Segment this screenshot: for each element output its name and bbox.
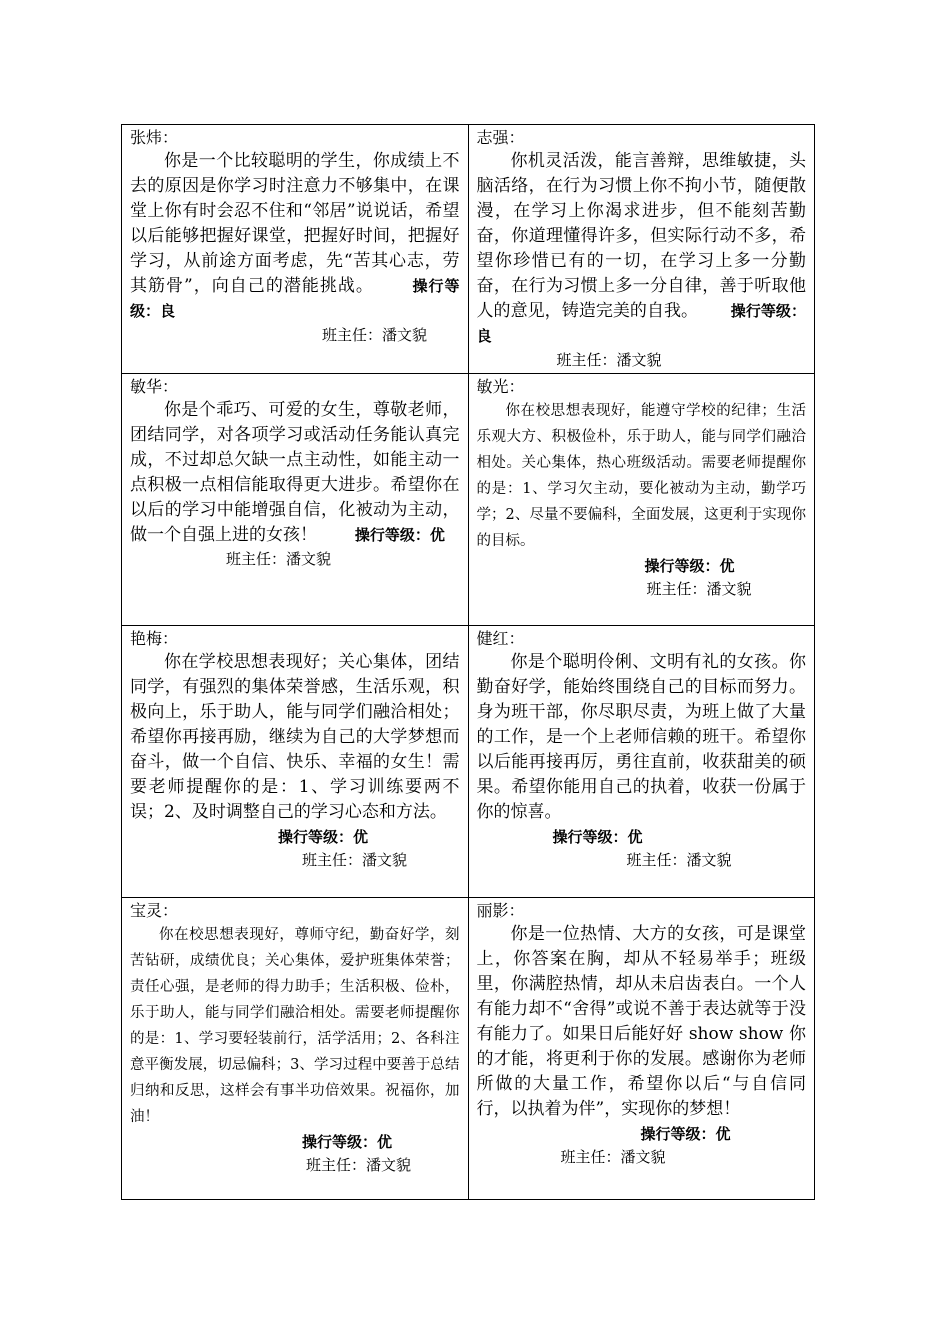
teacher-signature: 班主任：潘文貌 bbox=[306, 1156, 412, 1174]
conduct-grade-line bbox=[477, 825, 807, 849]
teacher-signature: 班主任：潘文貌 bbox=[626, 851, 732, 869]
comment-text bbox=[130, 149, 460, 324]
comment-text bbox=[477, 149, 807, 349]
comment-text: 你是一位热情、大方的女孩，可是课堂上，你答案在胸，却从不轻易举手；班级里，你满腔热情，却从未启齿表白。一个人有能力却不“舍得”或说不善于表达就等于没有能力了。如果日后能好好 show show 你的才能，将更利于你的发展。感谢你为老师所做的大量工作，希望你以后“与自信同行，以执着为伴”，实现你的梦想！ bbox=[476, 924, 806, 1119]
conduct-grade: 操行等级：优 bbox=[552, 828, 643, 846]
conduct-grade-line bbox=[130, 1130, 460, 1154]
comment-cell bbox=[468, 374, 815, 626]
student-name: 敏华： bbox=[130, 377, 179, 396]
table-row bbox=[122, 626, 815, 898]
comment-text: 你在校思想表现好，能遵守学校的纪律；生活乐观大方、积极俭朴，乐于助人，能与同学们融洽相处。关心集体，热心班级活动。需要老师提醒你的是：1、学习欠主动，要化被动为主动，勤学巧学；2、尽量不要偏科，全面发展，这更利于实现你的目标。 bbox=[476, 403, 806, 549]
teacher-signature: 班主任：潘文貌 bbox=[560, 1148, 666, 1166]
teacher-signature: 班主任：潘文貌 bbox=[646, 580, 752, 598]
comment-text: 你在学校思想表现好；关心集体，团结同学，有强烈的集体荣誉感，生活乐观，积极向上，乐于助人，能与同学们融洽相处；希望你再接再励，继续为自己的大学梦想而奋斗，做一个自信、快乐、幸福的女生！需要老师提醒你的是：1、学习训练要两不误；2、及时调整自己的学习心态和方法。 bbox=[130, 652, 460, 822]
comment-text: 你在校思想表现好，尊师守纪，勤奋好学，刻苦钻研，成绩优良；关心集体，爱护班集体荣誉；责任心强，是老师的得力助手；生活积极、俭朴，乐于助人，能与同学们融洽相处。需要老师提醒你的是：1、学习要轻装前行，活学活用；2、各科注意平衡发展，切忌偏科；3、学习过程中要善于总结归纳和反思，这样会有事半功倍效果。祝福你，加油！ bbox=[130, 927, 460, 1125]
table-row bbox=[122, 898, 815, 1200]
conduct-grade: 操行等级：优 bbox=[302, 1133, 393, 1151]
conduct-grade-line bbox=[477, 554, 807, 578]
teacher-signature: 班主任：潘文貌 bbox=[226, 550, 332, 568]
student-name: 敏光： bbox=[476, 377, 525, 396]
comment-cell bbox=[468, 626, 815, 898]
conduct-grade: 操行等级：优 bbox=[354, 526, 445, 544]
comment-cell bbox=[122, 898, 469, 1200]
comment-cell bbox=[468, 898, 815, 1200]
teacher-signature: 班主任：潘文貌 bbox=[302, 851, 408, 869]
comment-cell bbox=[468, 125, 815, 374]
comment-body: 你机灵活泼，能言善辩，思维敏捷，头脑活络，在行为习惯上你不拘小节，随便散漫，在学习上你渴求进步，但不能刻苦勤奋，你道理懂得许多，但实际行动不多，希望你珍惜已有的一切，在学习上多一分勤奋，在行为习惯上多一分自律，善于听取他人的意见，铸造完美的自我。 bbox=[476, 151, 806, 321]
teacher-signature: 班主任：潘文貌 bbox=[322, 326, 428, 344]
comment-body: 你是个乖巧、可爱的女生，尊敬老师，团结同学，对各项学习或活动任务能认真完成，不过却总欠缺一点主动性，如能主动一点积极一点相信能取得更大进步。希望你在以后的学习中能增强自信，化被动为主动，做一个自强上进的女孩！ bbox=[130, 400, 460, 545]
comments-table bbox=[121, 124, 815, 1200]
student-name: 志强： bbox=[476, 128, 525, 147]
conduct-grade: 操行等级：优 bbox=[644, 557, 735, 575]
comment-text bbox=[130, 398, 460, 548]
conduct-grade: 操行等级：良 bbox=[130, 277, 460, 320]
student-name: 张炜： bbox=[130, 128, 179, 147]
teacher-signature: 班主任：潘文貌 bbox=[556, 351, 662, 369]
table-row bbox=[122, 374, 815, 626]
comment-cell bbox=[122, 125, 469, 374]
comment-cell bbox=[122, 374, 469, 626]
student-name: 丽影： bbox=[476, 901, 525, 920]
student-name: 宝灵： bbox=[130, 901, 179, 920]
conduct-grade: 操行等级：优 bbox=[278, 828, 369, 846]
comment-body: 你是一个比较聪明的学生，你成绩上不去的原因是你学习时注意力不够集中，在课堂上你有时会忍不住和“邻居”说说话，希望以后能够把握好课堂，把握好时间，把握好学习，从前途方面考虑，先“苦其心志，劳其筋骨”，向自己的潜能挑战。 bbox=[130, 151, 460, 296]
student-name: 健红： bbox=[476, 629, 525, 648]
conduct-grade: 操行等级：良 bbox=[476, 302, 806, 345]
conduct-grade: 操行等级：优 bbox=[640, 1125, 731, 1143]
conduct-grade-line bbox=[130, 825, 460, 849]
table-row bbox=[122, 125, 815, 374]
conduct-grade-line bbox=[477, 1122, 807, 1146]
comment-text: 你是个聪明伶俐、文明有礼的女孩。你勤奋好学，能始终围绕自己的目标而努力。身为班干部，你尽职尽责，为班上做了大量的工作，是一个上老师信赖的班干。希望你以后能再接再厉，勇往直前，收获甜美的硕果。希望你能用自己的执着，收获一份属于你的惊喜。 bbox=[476, 652, 806, 822]
comment-cell bbox=[122, 626, 469, 898]
student-name: 艳梅： bbox=[130, 629, 179, 648]
